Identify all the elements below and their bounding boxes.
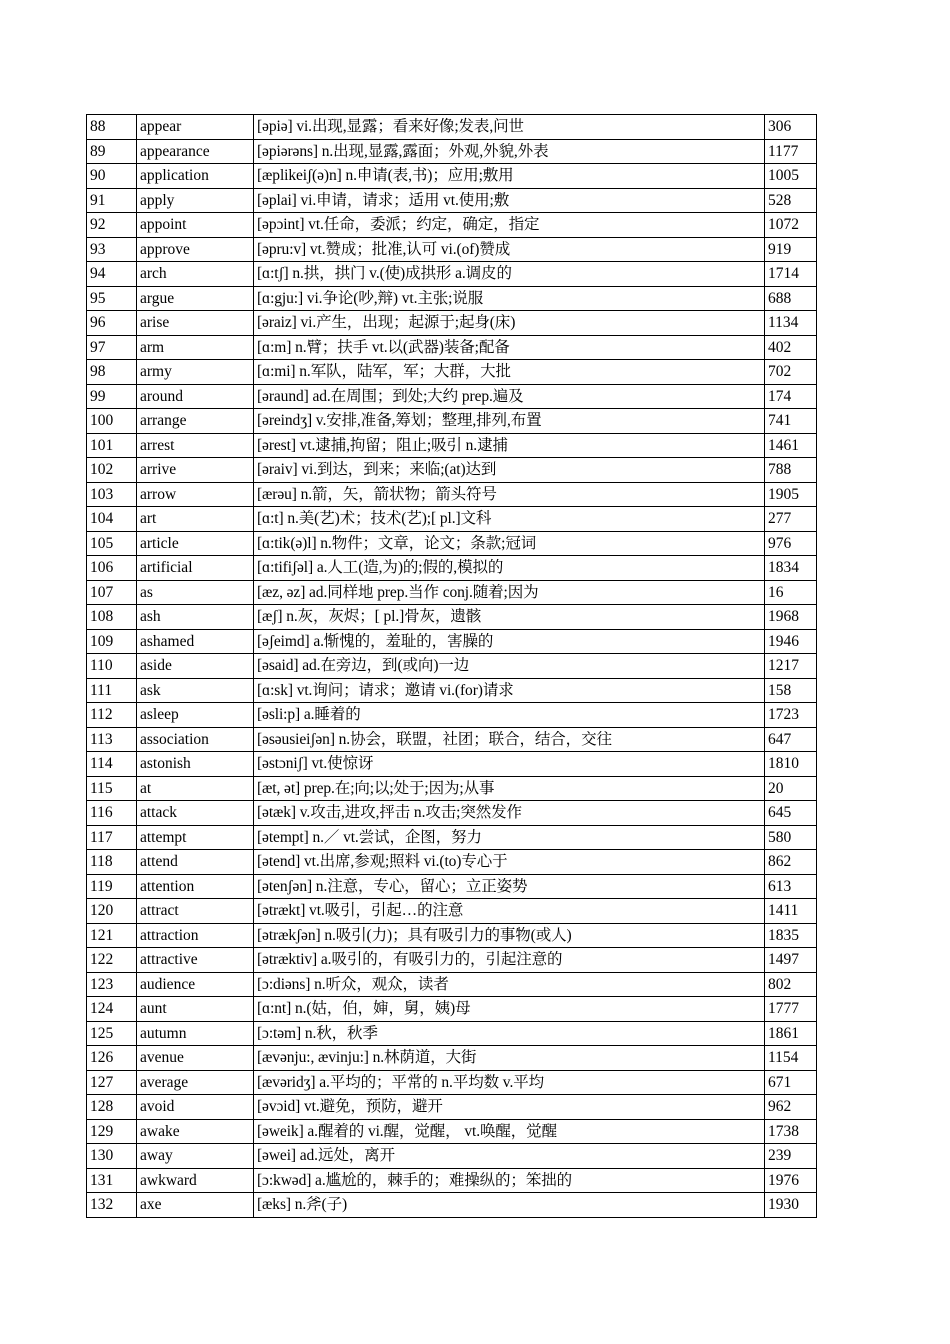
- entry-word: aunt: [137, 997, 254, 1022]
- table-row: [87, 335, 817, 360]
- entry-number: 97: [87, 335, 137, 360]
- entry-word: article: [137, 531, 254, 556]
- entry-rank: 1861: [765, 1021, 817, 1046]
- entry-number: 94: [87, 262, 137, 287]
- entry-word: appearance: [137, 139, 254, 164]
- entry-word: aside: [137, 654, 254, 679]
- table-row: [87, 482, 817, 507]
- table-row: [87, 850, 817, 875]
- entry-number: 132: [87, 1193, 137, 1218]
- table-row: [87, 923, 817, 948]
- entry-word: ashamed: [137, 629, 254, 654]
- entry-definition: [æplikeiʃ(ə)n] n.申请(表,书)；应用;敷用: [254, 164, 765, 189]
- table-row: [87, 1168, 817, 1193]
- entry-number: 123: [87, 972, 137, 997]
- entry-definition: [əraund] ad.在周围；到处;大约 prep.遍及: [254, 384, 765, 409]
- entry-definition: [æks] n.斧(子): [254, 1193, 765, 1218]
- table-row: [87, 237, 817, 262]
- entry-rank: 1905: [765, 482, 817, 507]
- entry-definition: [əpiərəns] n.出现,显露,露面；外观,外貌,外表: [254, 139, 765, 164]
- entry-word: attempt: [137, 825, 254, 850]
- entry-word: axe: [137, 1193, 254, 1218]
- table-row: [87, 556, 817, 581]
- entry-word: ash: [137, 605, 254, 630]
- entry-number: 117: [87, 825, 137, 850]
- entry-number: 107: [87, 580, 137, 605]
- table-row: [87, 997, 817, 1022]
- entry-number: 88: [87, 115, 137, 140]
- entry-rank: 671: [765, 1070, 817, 1095]
- table-row: [87, 629, 817, 654]
- entry-rank: 1834: [765, 556, 817, 581]
- entry-definition: [ɑ:gju:] vi.争论(吵,辩) vt.主张;说服: [254, 286, 765, 311]
- entry-definition: [ətæk] v.攻击,进攻,抨击 n.攻击;突然发作: [254, 801, 765, 826]
- table-row: [87, 188, 817, 213]
- entry-definition: [ɔ:təm] n.秋，秋季: [254, 1021, 765, 1046]
- table-row: [87, 1193, 817, 1218]
- table-row: [87, 1095, 817, 1120]
- entry-rank: 1968: [765, 605, 817, 630]
- entry-rank: 306: [765, 115, 817, 140]
- entry-word: ask: [137, 678, 254, 703]
- entry-number: 100: [87, 409, 137, 434]
- table-row: [87, 409, 817, 434]
- entry-rank: 174: [765, 384, 817, 409]
- entry-word: arise: [137, 311, 254, 336]
- entry-definition: [ətræktiv] a.吸引的，有吸引力的，引起注意的: [254, 948, 765, 973]
- entry-number: 119: [87, 874, 137, 899]
- entry-rank: 613: [765, 874, 817, 899]
- entry-number: 125: [87, 1021, 137, 1046]
- table-row: [87, 1046, 817, 1071]
- entry-word: around: [137, 384, 254, 409]
- entry-word: awake: [137, 1119, 254, 1144]
- entry-definition: [əpiə] vi.出现,显露；看来好像;发表,问世: [254, 115, 765, 140]
- entry-rank: 1217: [765, 654, 817, 679]
- entry-number: 130: [87, 1144, 137, 1169]
- entry-definition: [ɑ:nt] n.(姑，伯，婶，舅，姨)母: [254, 997, 765, 1022]
- table-row: [87, 507, 817, 532]
- entry-word: argue: [137, 286, 254, 311]
- table-row: [87, 948, 817, 973]
- entry-rank: 1810: [765, 752, 817, 777]
- table-row: [87, 776, 817, 801]
- entry-rank: 862: [765, 850, 817, 875]
- table-row: [87, 703, 817, 728]
- entry-word: audience: [137, 972, 254, 997]
- entry-number: 131: [87, 1168, 137, 1193]
- entry-number: 109: [87, 629, 137, 654]
- entry-word: approve: [137, 237, 254, 262]
- entry-word: art: [137, 507, 254, 532]
- entry-word: attraction: [137, 923, 254, 948]
- table-row: [87, 972, 817, 997]
- entry-definition: [əsaid] ad.在旁边，到(或向)一边: [254, 654, 765, 679]
- entry-word: attend: [137, 850, 254, 875]
- entry-rank: 1738: [765, 1119, 817, 1144]
- entry-word: arch: [137, 262, 254, 287]
- entry-word: attractive: [137, 948, 254, 973]
- entry-rank: 277: [765, 507, 817, 532]
- entry-word: asleep: [137, 703, 254, 728]
- entry-definition: [æt, ət] prep.在;向;以;处于;因为;从事: [254, 776, 765, 801]
- entry-number: 104: [87, 507, 137, 532]
- entry-definition: [əreindʒ] v.安排,准备,筹划；整理,排列,布置: [254, 409, 765, 434]
- entry-definition: [əsli:p] a.睡着的: [254, 703, 765, 728]
- entry-rank: 528: [765, 188, 817, 213]
- entry-number: 101: [87, 433, 137, 458]
- table-row: [87, 213, 817, 238]
- entry-definition: [æz, əz] ad.同样地 prep.当作 conj.随着;因为: [254, 580, 765, 605]
- entry-definition: [əpɔint] vt.任命，委派；约定，确定，指定: [254, 213, 765, 238]
- table-row: [87, 654, 817, 679]
- entry-number: 121: [87, 923, 137, 948]
- entry-word: astonish: [137, 752, 254, 777]
- entry-rank: 1411: [765, 899, 817, 924]
- entry-rank: 1461: [765, 433, 817, 458]
- entry-definition: [ævəridʒ] a.平均的；平常的 n.平均数 v.平均: [254, 1070, 765, 1095]
- entry-rank: 741: [765, 409, 817, 434]
- entry-word: attract: [137, 899, 254, 924]
- entry-rank: 645: [765, 801, 817, 826]
- entry-word: army: [137, 360, 254, 385]
- entry-rank: 919: [765, 237, 817, 262]
- table-row: [87, 311, 817, 336]
- entry-number: 118: [87, 850, 137, 875]
- entry-definition: [ɔ:diəns] n.听众，观众，读者: [254, 972, 765, 997]
- entry-definition: [ətenʃən] n.注意，专心，留心；立正姿势: [254, 874, 765, 899]
- entry-number: 112: [87, 703, 137, 728]
- entry-definition: [ɔ:kwəd] a.尴尬的，棘手的；难操纵的；笨拙的: [254, 1168, 765, 1193]
- entry-rank: 1134: [765, 311, 817, 336]
- entry-word: application: [137, 164, 254, 189]
- entry-rank: 647: [765, 727, 817, 752]
- entry-number: 106: [87, 556, 137, 581]
- entry-word: avoid: [137, 1095, 254, 1120]
- entry-rank: 1930: [765, 1193, 817, 1218]
- entry-definition: [əweik] a.醒着的 vi.醒，觉醒， vt.唤醒，觉醒: [254, 1119, 765, 1144]
- entry-definition: [ətrækʃən] n.吸引(力)；具有吸引力的事物(或人): [254, 923, 765, 948]
- table-row: [87, 727, 817, 752]
- table-row: [87, 384, 817, 409]
- entry-number: 95: [87, 286, 137, 311]
- entry-rank: 1976: [765, 1168, 817, 1193]
- entry-definition: [əstɔniʃ] vt.使惊讶: [254, 752, 765, 777]
- table-row: [87, 1119, 817, 1144]
- table-row: [87, 164, 817, 189]
- entry-number: 126: [87, 1046, 137, 1071]
- entry-rank: 962: [765, 1095, 817, 1120]
- entry-definition: [æʃ] n.灰，灰烬；[ pl.]骨灰，遗骸: [254, 605, 765, 630]
- entry-number: 99: [87, 384, 137, 409]
- entry-rank: 1154: [765, 1046, 817, 1071]
- entry-word: arm: [137, 335, 254, 360]
- table-row: [87, 580, 817, 605]
- entry-definition: [əplai] vi.申请，请求；适用 vt.使用;敷: [254, 188, 765, 213]
- entry-word: arrange: [137, 409, 254, 434]
- entry-rank: 802: [765, 972, 817, 997]
- entry-word: autumn: [137, 1021, 254, 1046]
- entry-number: 110: [87, 654, 137, 679]
- entry-number: 115: [87, 776, 137, 801]
- entry-rank: 1723: [765, 703, 817, 728]
- entry-definition: [ævənju:, ævinju:] n.林荫道，大街: [254, 1046, 765, 1071]
- table-row: [87, 458, 817, 483]
- entry-definition: [ɑ:t] n.美(艺)术；技术(艺);[ pl.]文科: [254, 507, 765, 532]
- entry-number: 89: [87, 139, 137, 164]
- entry-word: association: [137, 727, 254, 752]
- entry-number: 116: [87, 801, 137, 826]
- table-row: [87, 874, 817, 899]
- table-row: [87, 115, 817, 140]
- entry-number: 93: [87, 237, 137, 262]
- table-row: [87, 752, 817, 777]
- vocabulary-table: [86, 114, 817, 1218]
- entry-definition: [ətend] vt.出席,参观;照料 vi.(to)专心于: [254, 850, 765, 875]
- entry-rank: 788: [765, 458, 817, 483]
- entry-rank: 158: [765, 678, 817, 703]
- table-row: [87, 1021, 817, 1046]
- entry-number: 103: [87, 482, 137, 507]
- entry-word: awkward: [137, 1168, 254, 1193]
- entry-word: arrest: [137, 433, 254, 458]
- entry-number: 122: [87, 948, 137, 973]
- table-row: [87, 262, 817, 287]
- entry-word: attack: [137, 801, 254, 826]
- entry-word: attention: [137, 874, 254, 899]
- entry-rank: 1777: [765, 997, 817, 1022]
- table-row: [87, 1070, 817, 1095]
- entry-number: 124: [87, 997, 137, 1022]
- table-row: [87, 899, 817, 924]
- entry-rank: 1714: [765, 262, 817, 287]
- entry-definition: [ɑ:mi] n.军队，陆军，军；大群，大批: [254, 360, 765, 385]
- entry-definition: [əraiv] vi.到达，到来；来临;(at)达到: [254, 458, 765, 483]
- table-row: [87, 605, 817, 630]
- entry-number: 108: [87, 605, 137, 630]
- entry-word: arrive: [137, 458, 254, 483]
- entry-number: 96: [87, 311, 137, 336]
- entry-word: appoint: [137, 213, 254, 238]
- entry-definition: [ərest] vt.逮捕,拘留；阻止;吸引 n.逮捕: [254, 433, 765, 458]
- entry-definition: [ɑ:tik(ə)l] n.物件；文章，论文；条款;冠词: [254, 531, 765, 556]
- entry-rank: 1177: [765, 139, 817, 164]
- entry-rank: 1072: [765, 213, 817, 238]
- entry-number: 92: [87, 213, 137, 238]
- entry-word: appear: [137, 115, 254, 140]
- entry-word: average: [137, 1070, 254, 1095]
- table-row: [87, 360, 817, 385]
- entry-definition: [əvɔid] vt.避免，预防，避开: [254, 1095, 765, 1120]
- vocabulary-table-body: [87, 115, 817, 1218]
- entry-number: 127: [87, 1070, 137, 1095]
- entry-word: arrow: [137, 482, 254, 507]
- entry-definition: [ɑ:sk] vt.询问；请求；邀请 vi.(for)请求: [254, 678, 765, 703]
- entry-rank: 1497: [765, 948, 817, 973]
- table-row: [87, 1144, 817, 1169]
- entry-definition: [ɑ:tʃ] n.拱，拱门 v.(使)成拱形 a.调皮的: [254, 262, 765, 287]
- entry-word: as: [137, 580, 254, 605]
- table-row: [87, 801, 817, 826]
- entry-definition: [əʃeimd] a.惭愧的，羞耻的，害臊的: [254, 629, 765, 654]
- entry-word: apply: [137, 188, 254, 213]
- entry-number: 114: [87, 752, 137, 777]
- entry-number: 111: [87, 678, 137, 703]
- entry-number: 105: [87, 531, 137, 556]
- entry-definition: [ətempt] n.／ vt.尝试，企图，努力: [254, 825, 765, 850]
- entry-word: away: [137, 1144, 254, 1169]
- entry-definition: [ɑ:tifiʃəl] a.人工(造,为)的;假的,模拟的: [254, 556, 765, 581]
- table-row: [87, 531, 817, 556]
- entry-rank: 1946: [765, 629, 817, 654]
- entry-number: 120: [87, 899, 137, 924]
- entry-number: 90: [87, 164, 137, 189]
- entry-word: at: [137, 776, 254, 801]
- entry-rank: 239: [765, 1144, 817, 1169]
- entry-definition: [əpru:v] vt.赞成；批准,认可 vi.(of)赞成: [254, 237, 765, 262]
- entry-definition: [ærəu] n.箭，矢，箭状物；箭头符号: [254, 482, 765, 507]
- entry-rank: 1005: [765, 164, 817, 189]
- entry-definition: [əwei] ad.远处，离开: [254, 1144, 765, 1169]
- entry-rank: 20: [765, 776, 817, 801]
- entry-definition: [ɑ:m] n.臂；扶手 vt.以(武器)装备;配备: [254, 335, 765, 360]
- table-row: [87, 678, 817, 703]
- entry-rank: 402: [765, 335, 817, 360]
- entry-rank: 976: [765, 531, 817, 556]
- entry-number: 113: [87, 727, 137, 752]
- entry-rank: 688: [765, 286, 817, 311]
- entry-number: 91: [87, 188, 137, 213]
- table-row: [87, 433, 817, 458]
- entry-definition: [əraiz] vi.产生，出现；起源于;起身(床): [254, 311, 765, 336]
- entry-definition: [ətrækt] vt.吸引，引起…的注意: [254, 899, 765, 924]
- table-row: [87, 825, 817, 850]
- entry-rank: 702: [765, 360, 817, 385]
- entry-rank: 1835: [765, 923, 817, 948]
- table-row: [87, 139, 817, 164]
- entry-rank: 580: [765, 825, 817, 850]
- entry-definition: [əsəusieiʃən] n.协会，联盟，社团；联合，结合，交往: [254, 727, 765, 752]
- entry-number: 98: [87, 360, 137, 385]
- entry-number: 129: [87, 1119, 137, 1144]
- entry-number: 102: [87, 458, 137, 483]
- entry-rank: 16: [765, 580, 817, 605]
- entry-number: 128: [87, 1095, 137, 1120]
- table-row: [87, 286, 817, 311]
- entry-word: artificial: [137, 556, 254, 581]
- entry-word: avenue: [137, 1046, 254, 1071]
